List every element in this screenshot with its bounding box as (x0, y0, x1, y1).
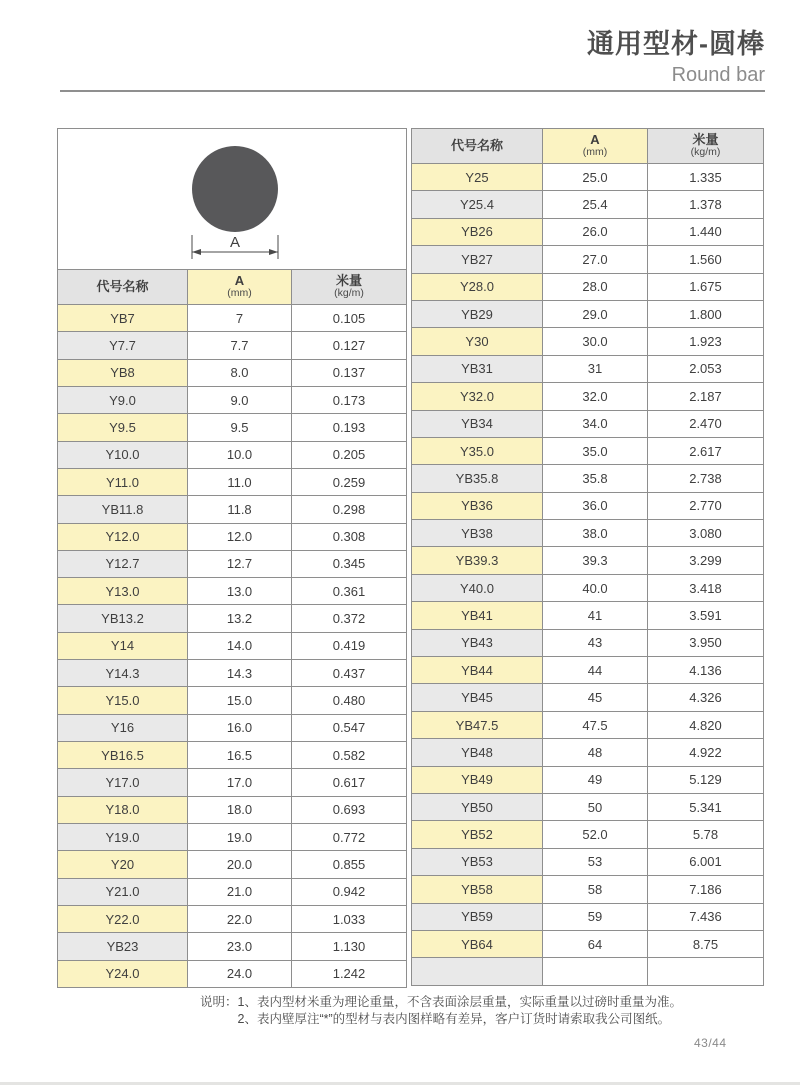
footnotes (200, 994, 682, 1028)
spec-table-left (57, 128, 407, 988)
page-number: 43/44 (694, 1036, 727, 1050)
footnote-lines (238, 994, 682, 1028)
cell-code: Y15.0 (58, 687, 188, 714)
cell-a-mm: 39.3 (543, 547, 648, 574)
spec-table-right (411, 128, 764, 986)
cell-a-mm: 13.0 (188, 578, 292, 605)
cell-kg-per-m: 0.308 (292, 523, 407, 550)
bar-cross-section-circle (192, 146, 278, 232)
col-header-a-unit: (mm) (227, 287, 252, 300)
cell-kg-per-m: 0.259 (292, 468, 407, 495)
table-row (412, 437, 764, 464)
cell-code: YB29 (412, 300, 543, 327)
cell-a-mm: 7.7 (188, 332, 292, 359)
col-header-weight-label: 米量 (335, 273, 362, 289)
cell-kg-per-m: 0.205 (292, 441, 407, 468)
cell-kg-per-m: 0.105 (292, 305, 407, 332)
cell-kg-per-m: 3.950 (648, 629, 764, 656)
col-header-a (543, 129, 648, 164)
table-row (58, 960, 407, 987)
col-header-a-symbol: A (234, 273, 245, 289)
table-row (58, 714, 407, 741)
table-row (58, 796, 407, 823)
cell-code: YB38 (412, 520, 543, 547)
col-header-weight-unit: (kg/m) (334, 287, 364, 300)
table-row (58, 359, 407, 386)
cell-code: Y35.0 (412, 437, 543, 464)
table-row (58, 742, 407, 769)
table-row (412, 739, 764, 766)
cell-code: Y18.0 (58, 796, 188, 823)
cell-code: Y12.0 (58, 523, 188, 550)
cell-code: YB23 (58, 933, 188, 960)
cell-kg-per-m: 0.582 (292, 742, 407, 769)
cell-kg-per-m: 2.053 (648, 355, 764, 382)
cell-code: Y40.0 (412, 574, 543, 601)
table-row (412, 300, 764, 327)
cell-a-mm: 17.0 (188, 769, 292, 796)
cell-kg-per-m: 1.560 (648, 246, 764, 273)
dimension-label: A (229, 234, 240, 251)
spec-tables (57, 128, 764, 988)
table-body-right (412, 164, 764, 986)
cell-code: YB58 (412, 876, 543, 903)
cell-a-mm: 35.8 (543, 465, 648, 492)
cell-a-mm: 38.0 (543, 520, 648, 547)
cell-kg-per-m: 0.437 (292, 660, 407, 687)
cell-a-mm: 22.0 (188, 905, 292, 932)
table-row (58, 851, 407, 878)
cell-code: YB11.8 (58, 496, 188, 523)
table-row (58, 550, 407, 577)
col-header-a-symbol: A (590, 132, 600, 148)
table-row (412, 602, 764, 629)
cell-kg-per-m: 1.242 (292, 960, 407, 987)
cell-code: YB31 (412, 355, 543, 382)
footnote-line-1: 1、表内型材米重为理论重量，不含表面涂层重量，实际重量以过磅时重量为准。 (237, 995, 682, 1009)
table-row (58, 386, 407, 413)
cell-code: YB43 (412, 629, 543, 656)
cell-a-mm: 31 (543, 355, 648, 382)
cell-kg-per-m: 2.187 (648, 383, 764, 410)
cell-a-mm: 36.0 (543, 492, 648, 519)
cell-a-mm: 35.0 (543, 437, 648, 464)
cell-code: YB59 (412, 903, 543, 930)
table-row (58, 468, 407, 495)
cell-a-mm: 34.0 (543, 410, 648, 437)
cell-code: Y14.3 (58, 660, 188, 687)
table-row (412, 684, 764, 711)
cell-kg-per-m: 7.436 (648, 903, 764, 930)
cell-code: Y12.7 (58, 550, 188, 577)
cell-kg-per-m: 3.591 (648, 602, 764, 629)
cell-a-mm: 52.0 (543, 821, 648, 848)
table-row (412, 930, 764, 957)
cell-code: YB45 (412, 684, 543, 711)
cell-code: YB41 (412, 602, 543, 629)
col-header-weight-label: 米量 (692, 132, 719, 148)
cell-a-mm: 14.0 (188, 632, 292, 659)
table-row (58, 687, 407, 714)
cell-code: Y25.4 (412, 191, 543, 218)
cell-a-mm: 12.0 (188, 523, 292, 550)
cell-a-mm: 48 (543, 739, 648, 766)
table-row (58, 878, 407, 905)
cell-a-mm: 16.0 (188, 714, 292, 741)
cell-a-mm: 25.4 (543, 191, 648, 218)
cell-code: Y22.0 (58, 905, 188, 932)
cell-a-mm: 28.0 (543, 273, 648, 300)
cell-code: YB13.2 (58, 605, 188, 632)
cell-a-mm: 12.7 (188, 550, 292, 577)
cell-a-mm: 50 (543, 793, 648, 820)
cell-code: YB8 (58, 359, 188, 386)
table-row (412, 191, 764, 218)
table-row (412, 958, 764, 985)
cell-code (412, 958, 543, 985)
cell-a-mm: 53 (543, 848, 648, 875)
cell-code: YB16.5 (58, 742, 188, 769)
table-header-row (412, 129, 764, 164)
table-row (412, 821, 764, 848)
table-row (412, 876, 764, 903)
cell-a-mm: 20.0 (188, 851, 292, 878)
cell-kg-per-m: 0.372 (292, 605, 407, 632)
cell-code: Y9.0 (58, 386, 188, 413)
cell-code: Y14 (58, 632, 188, 659)
cell-a-mm: 18.0 (188, 796, 292, 823)
col-header-a (188, 270, 292, 305)
table-row (412, 246, 764, 273)
cell-kg-per-m: 0.942 (292, 878, 407, 905)
round-bar-diagram (59, 129, 406, 266)
cell-kg-per-m: 0.193 (292, 414, 407, 441)
cell-a-mm: 45 (543, 684, 648, 711)
cell-a-mm: 15.0 (188, 687, 292, 714)
table-row (412, 766, 764, 793)
cell-kg-per-m: 5.341 (648, 793, 764, 820)
table-row (58, 305, 407, 332)
cell-code: Y10.0 (58, 441, 188, 468)
cell-a-mm: 29.0 (543, 300, 648, 327)
header-divider (60, 90, 765, 92)
cell-a-mm: 19.0 (188, 823, 292, 850)
table-row (58, 769, 407, 796)
cell-kg-per-m: 2.617 (648, 437, 764, 464)
cell-code: Y20 (58, 851, 188, 878)
cell-kg-per-m: 2.738 (648, 465, 764, 492)
cell-code: Y19.0 (58, 823, 188, 850)
cell-kg-per-m: 5.129 (648, 766, 764, 793)
table-row (58, 933, 407, 960)
table-row (58, 332, 407, 359)
cell-kg-per-m: 0.772 (292, 823, 407, 850)
table-header-row (58, 270, 407, 305)
page-subtitle: Round bar (671, 63, 765, 86)
cell-code: YB50 (412, 793, 543, 820)
cell-kg-per-m: 0.693 (292, 796, 407, 823)
cell-kg-per-m: 0.127 (292, 332, 407, 359)
cell-code: YB44 (412, 657, 543, 684)
page-title: 通用型材-圆棒 (587, 29, 765, 59)
cell-kg-per-m: 0.361 (292, 578, 407, 605)
cell-code: Y32.0 (412, 383, 543, 410)
cell-code: Y30 (412, 328, 543, 355)
cell-kg-per-m: 2.470 (648, 410, 764, 437)
cell-kg-per-m: 3.080 (648, 520, 764, 547)
cell-kg-per-m (648, 958, 764, 985)
table-row (412, 793, 764, 820)
cell-kg-per-m: 1.440 (648, 218, 764, 245)
cell-a-mm: 11.8 (188, 496, 292, 523)
cell-a-mm: 49 (543, 766, 648, 793)
cell-code: YB52 (412, 821, 543, 848)
cell-code: YB53 (412, 848, 543, 875)
cell-kg-per-m: 6.001 (648, 848, 764, 875)
footnote-line-2: 2、表内壁厚注“*”的型材与表内图样略有差异，客户订货时请索取我公司图纸。 (237, 1012, 671, 1026)
cell-a-mm: 7 (188, 305, 292, 332)
table-row (58, 523, 407, 550)
table-row (412, 383, 764, 410)
cell-code: YB34 (412, 410, 543, 437)
cell-a-mm: 25.0 (543, 164, 648, 191)
cell-a-mm: 10.0 (188, 441, 292, 468)
cell-a-mm: 9.0 (188, 386, 292, 413)
cell-a-mm: 23.0 (188, 933, 292, 960)
cell-a-mm: 43 (543, 629, 648, 656)
cell-code: Y21.0 (58, 878, 188, 905)
cell-a-mm: 64 (543, 930, 648, 957)
table-body-left (58, 305, 407, 988)
cell-kg-per-m: 0.298 (292, 496, 407, 523)
table-row (412, 218, 764, 245)
table-row (412, 328, 764, 355)
table-row (412, 574, 764, 601)
cell-a-mm: 44 (543, 657, 648, 684)
cell-kg-per-m: 7.186 (648, 876, 764, 903)
table-row (412, 273, 764, 300)
cell-code: Y9.5 (58, 414, 188, 441)
cell-a-mm: 21.0 (188, 878, 292, 905)
cell-kg-per-m: 0.855 (292, 851, 407, 878)
table-row (412, 848, 764, 875)
cell-a-mm: 11.0 (188, 468, 292, 495)
cell-kg-per-m: 0.617 (292, 769, 407, 796)
table-row (412, 629, 764, 656)
cell-code: YB64 (412, 930, 543, 957)
table-row (412, 711, 764, 738)
cell-code: YB7 (58, 305, 188, 332)
cell-kg-per-m: 4.136 (648, 657, 764, 684)
table-row (412, 903, 764, 930)
cell-code: Y16 (58, 714, 188, 741)
table-row (58, 605, 407, 632)
cell-a-mm: 47.5 (543, 711, 648, 738)
page-header (60, 28, 765, 87)
cell-kg-per-m: 1.130 (292, 933, 407, 960)
cell-a-mm: 59 (543, 903, 648, 930)
cell-kg-per-m: 5.78 (648, 821, 764, 848)
col-header-weight-unit: (kg/m) (690, 146, 721, 159)
cell-code: YB48 (412, 739, 543, 766)
cell-a-mm (543, 958, 648, 985)
cell-kg-per-m: 4.820 (648, 711, 764, 738)
cell-a-mm: 27.0 (543, 246, 648, 273)
table-row (412, 355, 764, 382)
cell-kg-per-m: 0.419 (292, 632, 407, 659)
cell-code: YB36 (412, 492, 543, 519)
table-row (412, 547, 764, 574)
dimension-arrowhead-right (269, 249, 278, 255)
cell-code: Y24.0 (58, 960, 188, 987)
col-header-weight (648, 129, 764, 164)
table-row (58, 414, 407, 441)
table-row (412, 492, 764, 519)
dimension-arrowhead-left (192, 249, 201, 255)
footnote-label: 说明： (200, 995, 238, 1009)
diagram-row (58, 129, 407, 270)
cell-code: YB26 (412, 218, 543, 245)
cell-code: YB47.5 (412, 711, 543, 738)
cell-kg-per-m: 0.137 (292, 359, 407, 386)
table-row (58, 578, 407, 605)
cell-code: Y28.0 (412, 273, 543, 300)
cell-code: Y7.7 (58, 332, 188, 359)
cell-kg-per-m: 3.299 (648, 547, 764, 574)
table-row (412, 164, 764, 191)
table-row (58, 496, 407, 523)
diagram-cell (58, 129, 407, 270)
table-row (412, 465, 764, 492)
cell-a-mm: 30.0 (543, 328, 648, 355)
cell-kg-per-m: 1.675 (648, 273, 764, 300)
col-header-code: 代号名称 (412, 129, 543, 164)
cell-kg-per-m: 8.75 (648, 930, 764, 957)
cell-a-mm: 24.0 (188, 960, 292, 987)
cell-code: YB49 (412, 766, 543, 793)
col-header-code: 代号名称 (58, 270, 188, 305)
cell-code: Y11.0 (58, 468, 188, 495)
cell-code: Y25 (412, 164, 543, 191)
cell-kg-per-m: 3.418 (648, 574, 764, 601)
cell-kg-per-m: 4.326 (648, 684, 764, 711)
cell-code: YB39.3 (412, 547, 543, 574)
cell-kg-per-m: 1.378 (648, 191, 764, 218)
cell-code: YB27 (412, 246, 543, 273)
cell-kg-per-m: 0.547 (292, 714, 407, 741)
cell-kg-per-m: 2.770 (648, 492, 764, 519)
cell-kg-per-m: 0.173 (292, 386, 407, 413)
col-header-a-unit: (mm) (582, 146, 608, 159)
cell-kg-per-m: 1.800 (648, 300, 764, 327)
cell-kg-per-m: 0.480 (292, 687, 407, 714)
cell-code: Y13.0 (58, 578, 188, 605)
cell-kg-per-m: 1.335 (648, 164, 764, 191)
cell-a-mm: 16.5 (188, 742, 292, 769)
cell-a-mm: 58 (543, 876, 648, 903)
cell-code: YB35.8 (412, 465, 543, 492)
cell-kg-per-m: 4.922 (648, 739, 764, 766)
table-row (58, 905, 407, 932)
table-row (58, 441, 407, 468)
cell-kg-per-m: 1.923 (648, 328, 764, 355)
cell-code: Y17.0 (58, 769, 188, 796)
table-row (58, 660, 407, 687)
cell-a-mm: 41 (543, 602, 648, 629)
col-header-weight (292, 270, 407, 305)
table-row (412, 657, 764, 684)
table-row (58, 823, 407, 850)
cell-a-mm: 9.5 (188, 414, 292, 441)
table-row (412, 520, 764, 547)
table-row (58, 632, 407, 659)
table-row (412, 410, 764, 437)
cell-a-mm: 8.0 (188, 359, 292, 386)
cell-kg-per-m: 1.033 (292, 905, 407, 932)
cell-a-mm: 13.2 (188, 605, 292, 632)
cell-a-mm: 14.3 (188, 660, 292, 687)
cell-a-mm: 32.0 (543, 383, 648, 410)
cell-kg-per-m: 0.345 (292, 550, 407, 577)
cell-a-mm: 26.0 (543, 218, 648, 245)
cell-a-mm: 40.0 (543, 574, 648, 601)
